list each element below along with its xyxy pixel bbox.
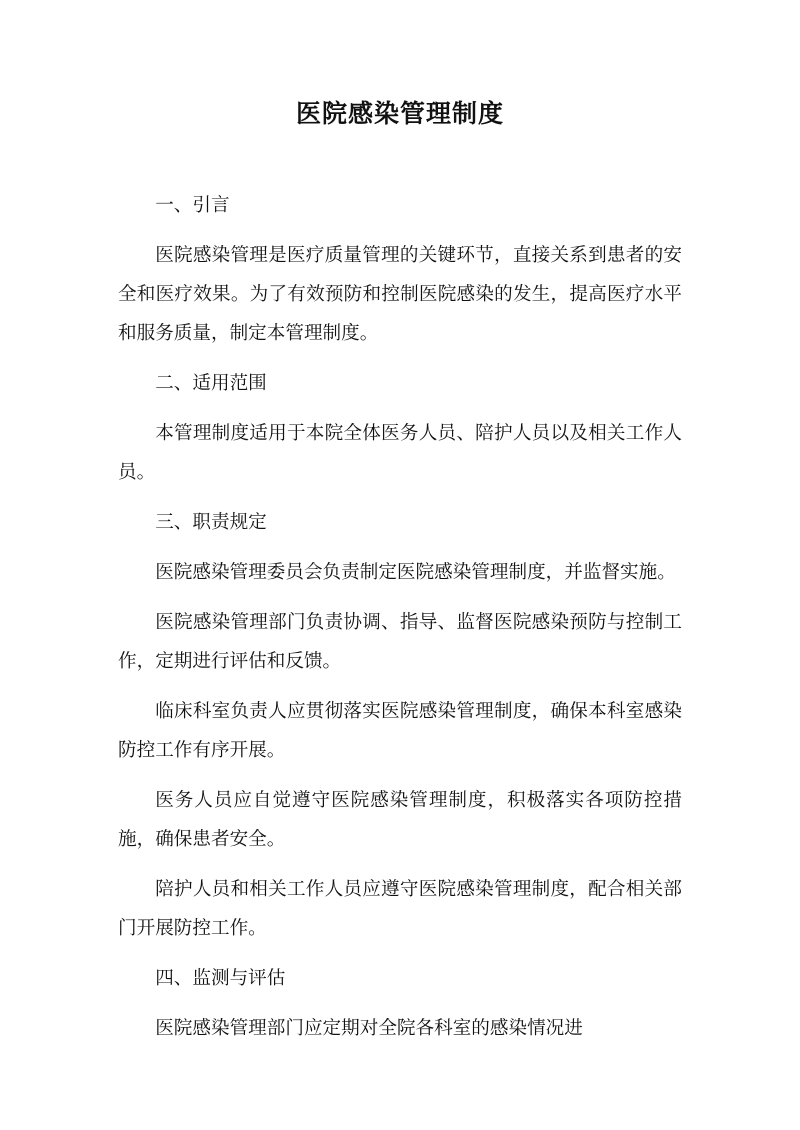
paragraph-medical-staff: 医务人员应自觉遵守医院感染管理制度，积极落实各项防控措施，确保患者安全。	[118, 790, 682, 850]
document-title: 医院感染管理制度	[295, 99, 504, 128]
paragraph-management-department: 医院感染管理部门负责协调、指导、监督医院感染预防与控制工作，定期进行评估和反馈。	[118, 612, 682, 672]
paragraph-introduction: 医院感染管理是医疗质量管理的关键环节，直接关系到患者的安全和医疗效果。为了有效预防和控制医院感染的发生，提高医疗水平和服务质量，制定本管理制度。	[118, 245, 682, 344]
paragraph-committee: 医院感染管理委员会负责制定医院感染管理制度，并监督实施。	[155, 562, 676, 583]
section-heading-monitoring: 四、监测与评估	[155, 968, 286, 989]
section-heading-responsibilities: 三、职责规定	[155, 512, 267, 533]
section-heading-introduction: 一、引言	[155, 195, 230, 216]
paragraph-scope: 本管理制度适用于本院全体医务人员、陪护人员以及相关工作人员。	[118, 423, 682, 483]
paragraph-monitoring: 医院感染管理部门应定期对全院各科室的感染情况进	[155, 1018, 583, 1039]
document-body	[118, 186, 682, 1059]
paragraph-escorts-staff: 陪护人员和相关工作人员应遵守医院感染管理制度，配合相关部门开展防控工作。	[118, 879, 682, 939]
paragraph-clinical-heads: 临床科室负责人应贯彻落实医院感染管理制度，确保本科室感染防控工作有序开展。	[118, 701, 682, 761]
section-heading-scope: 二、适用范围	[155, 373, 267, 394]
